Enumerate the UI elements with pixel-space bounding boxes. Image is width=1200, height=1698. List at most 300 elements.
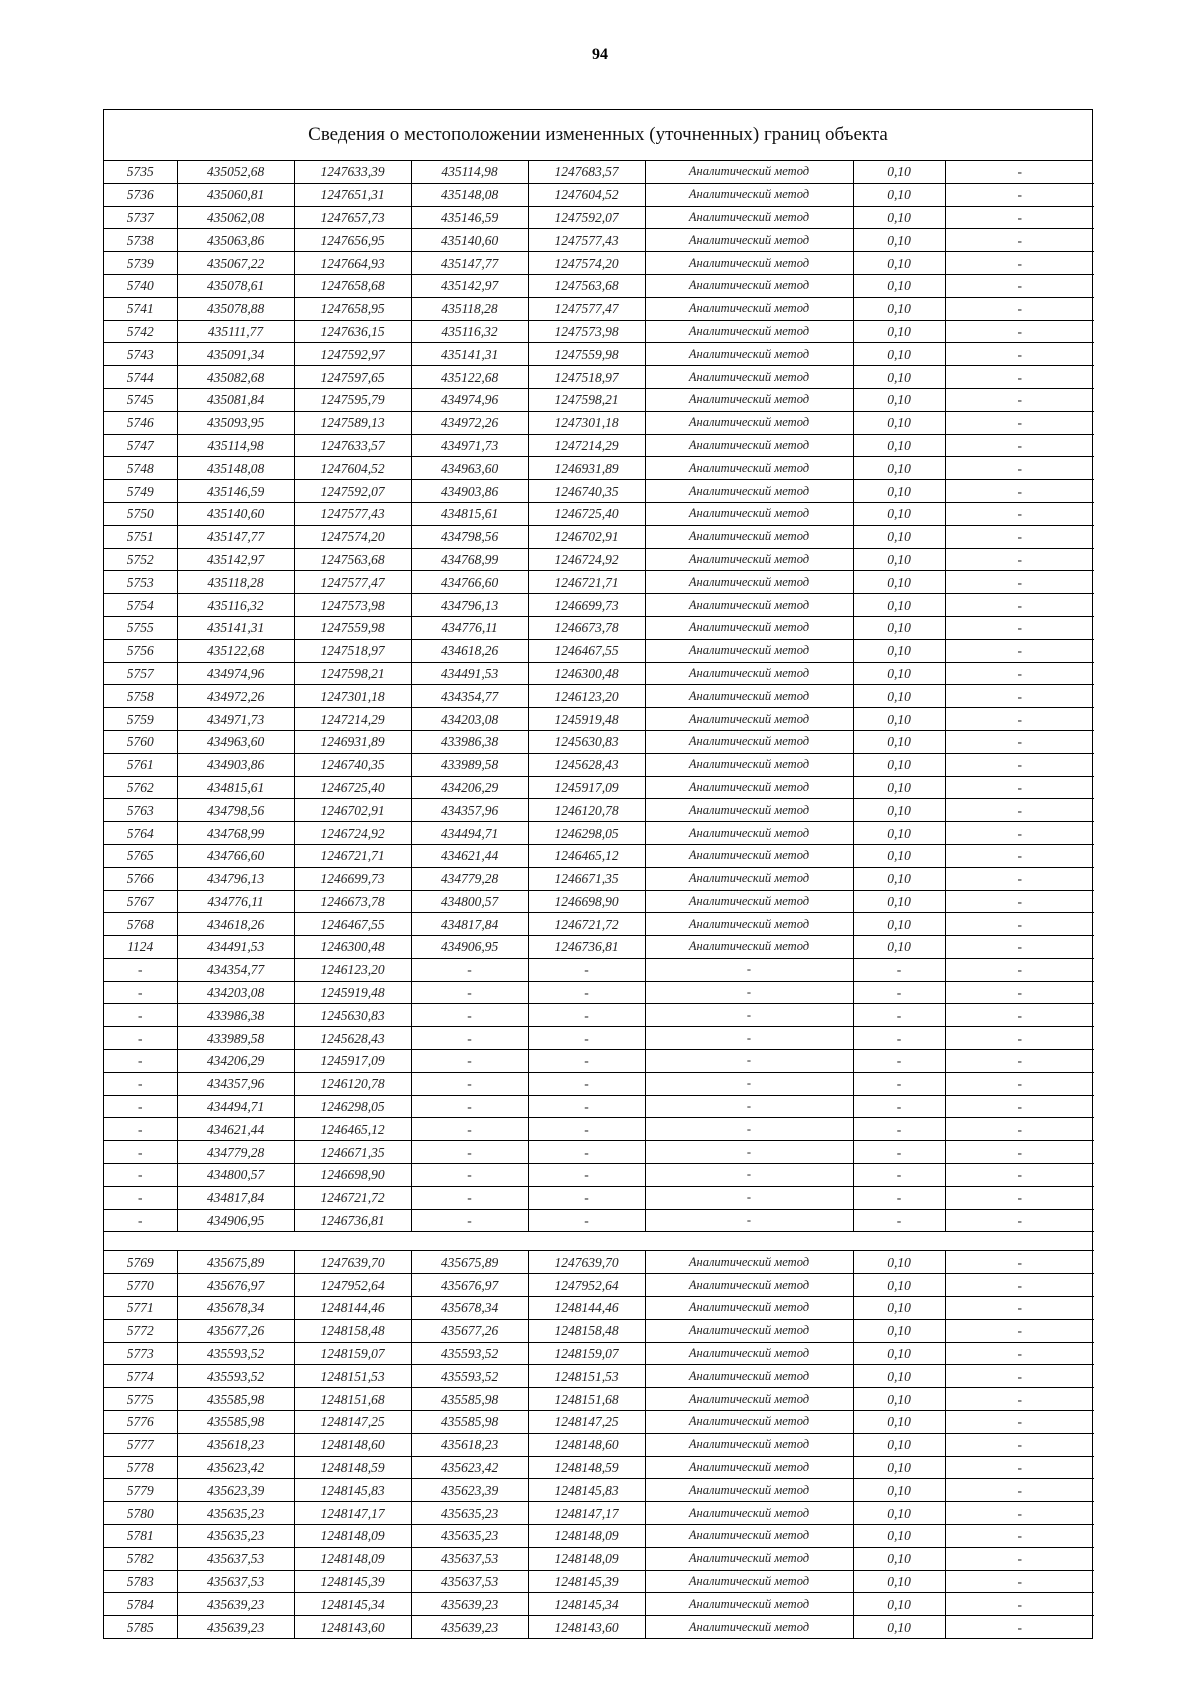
old-x-cell: 434779,28	[177, 1141, 294, 1164]
point-number-cell: 5763	[104, 799, 177, 822]
new-y-cell: 1248148,09	[528, 1525, 645, 1548]
accuracy-cell: 0,10	[853, 616, 945, 639]
new-x-cell: 434971,73	[411, 434, 528, 457]
old-x-cell: 434963,60	[177, 730, 294, 753]
new-y-cell: 1248158,48	[528, 1319, 645, 1342]
new-x-cell: 435118,28	[411, 297, 528, 320]
accuracy-cell: 0,10	[853, 1342, 945, 1365]
point-number-cell: 5773	[104, 1342, 177, 1365]
new-y-cell: 1248151,53	[528, 1365, 645, 1388]
method-cell: -	[645, 981, 853, 1004]
table-row	[104, 1411, 1094, 1434]
point-number-cell: 5749	[104, 480, 177, 503]
table-row	[104, 981, 1094, 1004]
new-x-cell: 435676,97	[411, 1274, 528, 1297]
description-cell: -	[945, 685, 1094, 708]
point-number-cell: 5761	[104, 753, 177, 776]
description-cell: -	[945, 252, 1094, 275]
old-x-cell: 435111,77	[177, 320, 294, 343]
new-x-cell: 435675,89	[411, 1251, 528, 1274]
point-number-cell: 5748	[104, 457, 177, 480]
old-y-cell: 1247658,68	[294, 274, 411, 297]
new-x-cell: -	[411, 1118, 528, 1141]
accuracy-cell: -	[853, 1141, 945, 1164]
table-row	[104, 913, 1094, 936]
old-x-cell: 435122,68	[177, 639, 294, 662]
old-y-cell: 1248145,83	[294, 1479, 411, 1502]
point-number-cell: 5776	[104, 1411, 177, 1434]
new-x-cell: 435147,77	[411, 252, 528, 275]
description-cell: -	[945, 1525, 1094, 1548]
description-cell: -	[945, 1274, 1094, 1297]
new-y-cell: 1246123,20	[528, 685, 645, 708]
table-row	[104, 1251, 1094, 1274]
old-y-cell: 1246931,89	[294, 730, 411, 753]
old-x-cell: 434796,13	[177, 867, 294, 890]
old-y-cell: 1247657,73	[294, 206, 411, 229]
new-x-cell: 433989,58	[411, 753, 528, 776]
table-row	[104, 936, 1094, 959]
table-row	[104, 1479, 1094, 1502]
method-cell: -	[645, 1164, 853, 1187]
new-x-cell: 434796,13	[411, 594, 528, 617]
description-cell: -	[945, 457, 1094, 480]
description-cell: -	[945, 936, 1094, 959]
new-x-cell: 435637,53	[411, 1570, 528, 1593]
description-cell: -	[945, 1365, 1094, 1388]
table-body	[104, 161, 1094, 1638]
table-row	[104, 708, 1094, 731]
new-y-cell: 1246736,81	[528, 936, 645, 959]
method-cell: Аналитический метод	[645, 548, 853, 571]
new-y-cell: 1246673,78	[528, 616, 645, 639]
new-y-cell: -	[528, 1004, 645, 1027]
accuracy-cell: -	[853, 1164, 945, 1187]
method-cell: Аналитический метод	[645, 366, 853, 389]
description-cell: -	[945, 525, 1094, 548]
old-y-cell: 1247664,93	[294, 252, 411, 275]
point-number-cell: 5779	[104, 1479, 177, 1502]
new-y-cell: 1248147,25	[528, 1411, 645, 1434]
new-y-cell: 1248144,46	[528, 1297, 645, 1320]
old-x-cell: 435635,23	[177, 1525, 294, 1548]
old-y-cell: 1248148,60	[294, 1433, 411, 1456]
old-x-cell: 435585,98	[177, 1411, 294, 1434]
new-y-cell: 1246702,91	[528, 525, 645, 548]
method-cell: Аналитический метод	[645, 1388, 853, 1411]
old-y-cell: 1246120,78	[294, 1072, 411, 1095]
new-y-cell: 1246467,55	[528, 639, 645, 662]
method-cell: Аналитический метод	[645, 890, 853, 913]
old-x-cell: 435052,68	[177, 161, 294, 183]
method-cell: -	[645, 1095, 853, 1118]
accuracy-cell: 0,10	[853, 708, 945, 731]
accuracy-cell: 0,10	[853, 1616, 945, 1638]
description-cell: -	[945, 161, 1094, 183]
point-number-cell: -	[104, 1072, 177, 1095]
old-y-cell: 1247589,13	[294, 411, 411, 434]
method-cell: Аналитический метод	[645, 343, 853, 366]
point-number-cell: 5784	[104, 1593, 177, 1616]
point-number-cell: 5744	[104, 366, 177, 389]
point-number-cell: -	[104, 1164, 177, 1187]
table-row	[104, 867, 1094, 890]
old-x-cell: 435140,60	[177, 502, 294, 525]
accuracy-cell: -	[853, 958, 945, 981]
new-y-cell: -	[528, 1164, 645, 1187]
accuracy-cell: 0,10	[853, 890, 945, 913]
table-row	[104, 1365, 1094, 1388]
new-y-cell: 1247604,52	[528, 183, 645, 206]
table-row	[104, 1570, 1094, 1593]
method-cell: Аналитический метод	[645, 1342, 853, 1365]
method-cell: -	[645, 1209, 853, 1232]
accuracy-cell: 0,10	[853, 1456, 945, 1479]
description-cell: -	[945, 1479, 1094, 1502]
new-y-cell: 1247577,47	[528, 297, 645, 320]
old-x-cell: 435676,97	[177, 1274, 294, 1297]
table-row	[104, 1095, 1094, 1118]
new-y-cell: -	[528, 1095, 645, 1118]
method-cell: Аналитический метод	[645, 936, 853, 959]
old-y-cell: 1248147,17	[294, 1502, 411, 1525]
method-cell: -	[645, 1027, 853, 1050]
new-y-cell: 1248148,59	[528, 1456, 645, 1479]
accuracy-cell: 0,10	[853, 297, 945, 320]
old-x-cell: 435593,52	[177, 1365, 294, 1388]
table-row	[104, 1388, 1094, 1411]
table-row	[104, 1141, 1094, 1164]
new-y-cell: 1246298,05	[528, 822, 645, 845]
table-row	[104, 1525, 1094, 1548]
old-y-cell: 1247592,07	[294, 480, 411, 503]
old-x-cell: 434621,44	[177, 1118, 294, 1141]
new-x-cell: 435618,23	[411, 1433, 528, 1456]
accuracy-cell: 0,10	[853, 730, 945, 753]
accuracy-cell: -	[853, 1209, 945, 1232]
table-row	[104, 1209, 1094, 1232]
accuracy-cell: 0,10	[853, 594, 945, 617]
new-x-cell: 434768,99	[411, 548, 528, 571]
old-x-cell: 434971,73	[177, 708, 294, 731]
table-row	[104, 776, 1094, 799]
new-y-cell: 1246300,48	[528, 662, 645, 685]
new-x-cell: 435116,32	[411, 320, 528, 343]
accuracy-cell: 0,10	[853, 457, 945, 480]
old-x-cell: 434491,53	[177, 936, 294, 959]
description-cell: -	[945, 1027, 1094, 1050]
table-row	[104, 822, 1094, 845]
method-cell: -	[645, 1050, 853, 1073]
point-number-cell: 5778	[104, 1456, 177, 1479]
old-y-cell: 1248159,07	[294, 1342, 411, 1365]
new-y-cell: 1246721,71	[528, 571, 645, 594]
point-number-cell: 5759	[104, 708, 177, 731]
method-cell: Аналитический метод	[645, 183, 853, 206]
new-y-cell: -	[528, 1072, 645, 1095]
table-row	[104, 206, 1094, 229]
description-cell: -	[945, 366, 1094, 389]
point-number-cell: 5785	[104, 1616, 177, 1638]
old-y-cell: 1248145,34	[294, 1593, 411, 1616]
accuracy-cell: 0,10	[853, 1274, 945, 1297]
accuracy-cell: 0,10	[853, 822, 945, 845]
accuracy-cell: 0,10	[853, 480, 945, 503]
new-y-cell: 1248143,60	[528, 1616, 645, 1638]
new-y-cell: 1245628,43	[528, 753, 645, 776]
old-x-cell: 435142,97	[177, 548, 294, 571]
new-x-cell: 435639,23	[411, 1593, 528, 1616]
table-row	[104, 890, 1094, 913]
new-x-cell: 434906,95	[411, 936, 528, 959]
accuracy-cell: 0,10	[853, 525, 945, 548]
accuracy-cell: 0,10	[853, 1319, 945, 1342]
new-y-cell: 1247559,98	[528, 343, 645, 366]
table-row	[104, 1593, 1094, 1616]
point-number-cell: 5736	[104, 183, 177, 206]
new-x-cell: 434354,77	[411, 685, 528, 708]
accuracy-cell: 0,10	[853, 1365, 945, 1388]
accuracy-cell: 0,10	[853, 1297, 945, 1320]
accuracy-cell: 0,10	[853, 776, 945, 799]
point-number-cell: 5742	[104, 320, 177, 343]
old-y-cell: 1246725,40	[294, 776, 411, 799]
table-row	[104, 548, 1094, 571]
description-cell: -	[945, 913, 1094, 936]
description-cell: -	[945, 981, 1094, 1004]
old-y-cell: 1247656,95	[294, 229, 411, 252]
description-cell: -	[945, 571, 1094, 594]
table-row	[104, 1547, 1094, 1570]
old-y-cell: 1246736,81	[294, 1209, 411, 1232]
point-number-cell: -	[104, 981, 177, 1004]
new-x-cell: 434817,84	[411, 913, 528, 936]
method-cell: Аналитический метод	[645, 1570, 853, 1593]
point-number-cell: 5758	[104, 685, 177, 708]
description-cell: -	[945, 958, 1094, 981]
accuracy-cell: 0,10	[853, 502, 945, 525]
old-x-cell: 434357,96	[177, 1072, 294, 1095]
old-y-cell: 1246465,12	[294, 1118, 411, 1141]
new-y-cell: 1247518,97	[528, 366, 645, 389]
old-y-cell: 1246740,35	[294, 753, 411, 776]
new-x-cell: 435639,23	[411, 1616, 528, 1638]
table-row	[104, 343, 1094, 366]
new-x-cell: -	[411, 1027, 528, 1050]
accuracy-cell: 0,10	[853, 913, 945, 936]
old-y-cell: 1247952,64	[294, 1274, 411, 1297]
old-x-cell: 435147,77	[177, 525, 294, 548]
new-y-cell: 1246931,89	[528, 457, 645, 480]
new-x-cell: 434766,60	[411, 571, 528, 594]
method-cell: Аналитический метод	[645, 1525, 853, 1548]
old-y-cell: 1246673,78	[294, 890, 411, 913]
new-y-cell: 1246120,78	[528, 799, 645, 822]
table-row	[104, 411, 1094, 434]
point-number-cell: 5735	[104, 161, 177, 183]
method-cell: -	[645, 1072, 853, 1095]
accuracy-cell: -	[853, 1027, 945, 1050]
new-y-cell: 1247598,21	[528, 388, 645, 411]
table-row	[104, 274, 1094, 297]
new-y-cell: 1247639,70	[528, 1251, 645, 1274]
point-number-cell: 5739	[104, 252, 177, 275]
method-cell: Аналитический метод	[645, 1319, 853, 1342]
method-cell: Аналитический метод	[645, 639, 853, 662]
new-y-cell: 1248159,07	[528, 1342, 645, 1365]
accuracy-cell: 0,10	[853, 799, 945, 822]
method-cell: Аналитический метод	[645, 1502, 853, 1525]
table-row	[104, 1502, 1094, 1525]
section-separator-row	[104, 1232, 1094, 1251]
accuracy-cell: -	[853, 981, 945, 1004]
old-x-cell: 433989,58	[177, 1027, 294, 1050]
old-x-cell: 435585,98	[177, 1388, 294, 1411]
new-x-cell: 435148,08	[411, 183, 528, 206]
method-cell: Аналитический метод	[645, 252, 853, 275]
old-y-cell: 1247604,52	[294, 457, 411, 480]
description-cell: -	[945, 1411, 1094, 1434]
new-x-cell: 435146,59	[411, 206, 528, 229]
table-row	[104, 1274, 1094, 1297]
table-row	[104, 434, 1094, 457]
old-y-cell: 1245919,48	[294, 981, 411, 1004]
old-x-cell: 434903,86	[177, 753, 294, 776]
old-x-cell: 434798,56	[177, 799, 294, 822]
old-y-cell: 1247636,15	[294, 320, 411, 343]
old-x-cell: 435593,52	[177, 1342, 294, 1365]
description-cell: -	[945, 1186, 1094, 1209]
new-x-cell: 434621,44	[411, 844, 528, 867]
new-y-cell: -	[528, 1027, 645, 1050]
old-y-cell: 1247597,65	[294, 366, 411, 389]
method-cell: Аналитический метод	[645, 822, 853, 845]
new-x-cell: 435623,39	[411, 1479, 528, 1502]
accuracy-cell: 0,10	[853, 1251, 945, 1274]
description-cell: -	[945, 297, 1094, 320]
table-row	[104, 685, 1094, 708]
new-y-cell: 1247592,07	[528, 206, 645, 229]
new-x-cell: 435585,98	[411, 1388, 528, 1411]
point-number-cell: 5765	[104, 844, 177, 867]
new-y-cell: 1247563,68	[528, 274, 645, 297]
new-x-cell: 434203,08	[411, 708, 528, 731]
new-x-cell: -	[411, 1186, 528, 1209]
method-cell: Аналитический метод	[645, 1479, 853, 1502]
old-x-cell: 435637,53	[177, 1570, 294, 1593]
description-cell: -	[945, 1251, 1094, 1274]
table-row	[104, 502, 1094, 525]
point-number-cell: -	[104, 1050, 177, 1073]
method-cell: Аналитический метод	[645, 434, 853, 457]
new-y-cell: 1248148,60	[528, 1433, 645, 1456]
point-number-cell: 5764	[104, 822, 177, 845]
table-row	[104, 1319, 1094, 1342]
description-cell: -	[945, 1433, 1094, 1456]
old-x-cell: 434203,08	[177, 981, 294, 1004]
old-y-cell: 1247301,18	[294, 685, 411, 708]
description-cell: -	[945, 1297, 1094, 1320]
old-x-cell: 435118,28	[177, 571, 294, 594]
accuracy-cell: 0,10	[853, 411, 945, 434]
boundary-table	[103, 109, 1093, 1639]
accuracy-cell: -	[853, 1050, 945, 1073]
old-y-cell: 1246698,90	[294, 1164, 411, 1187]
new-y-cell: -	[528, 1118, 645, 1141]
point-number-cell: 5751	[104, 525, 177, 548]
accuracy-cell: 0,10	[853, 366, 945, 389]
method-cell: Аналитический метод	[645, 206, 853, 229]
page-number: 94	[592, 46, 608, 63]
new-y-cell: 1247573,98	[528, 320, 645, 343]
new-x-cell: 435593,52	[411, 1342, 528, 1365]
method-cell: Аналитический метод	[645, 1456, 853, 1479]
accuracy-cell: 0,10	[853, 183, 945, 206]
point-number-cell: -	[104, 1141, 177, 1164]
new-x-cell: -	[411, 1004, 528, 1027]
accuracy-cell: -	[853, 1095, 945, 1118]
accuracy-cell: 0,10	[853, 1479, 945, 1502]
description-cell: -	[945, 1141, 1094, 1164]
description-cell: -	[945, 867, 1094, 890]
new-x-cell: -	[411, 1141, 528, 1164]
method-cell: Аналитический метод	[645, 1547, 853, 1570]
new-x-cell: 434779,28	[411, 867, 528, 890]
table-row	[104, 844, 1094, 867]
point-number-cell: 1124	[104, 936, 177, 959]
method-cell: Аналитический метод	[645, 867, 853, 890]
coordinates-table	[104, 161, 1094, 1638]
old-x-cell: 434354,77	[177, 958, 294, 981]
method-cell: Аналитический метод	[645, 320, 853, 343]
description-cell: -	[945, 229, 1094, 252]
old-y-cell: 1248145,39	[294, 1570, 411, 1593]
method-cell: -	[645, 1118, 853, 1141]
table-row	[104, 1433, 1094, 1456]
old-y-cell: 1246467,55	[294, 913, 411, 936]
point-number-cell: 5737	[104, 206, 177, 229]
description-cell: -	[945, 1209, 1094, 1232]
accuracy-cell: 0,10	[853, 662, 945, 685]
new-y-cell: 1246740,35	[528, 480, 645, 503]
description-cell: -	[945, 320, 1094, 343]
old-x-cell: 434776,11	[177, 890, 294, 913]
description-cell: -	[945, 1164, 1094, 1187]
description-cell: -	[945, 1050, 1094, 1073]
description-cell: -	[945, 502, 1094, 525]
table-row	[104, 229, 1094, 252]
table-row	[104, 799, 1094, 822]
new-x-cell: -	[411, 1095, 528, 1118]
point-number-cell: 5757	[104, 662, 177, 685]
new-x-cell: 434798,56	[411, 525, 528, 548]
point-number-cell: 5775	[104, 1388, 177, 1411]
point-number-cell: 5740	[104, 274, 177, 297]
point-number-cell: -	[104, 1186, 177, 1209]
new-y-cell: 1247683,57	[528, 161, 645, 183]
point-number-cell: 5741	[104, 297, 177, 320]
old-y-cell: 1247651,31	[294, 183, 411, 206]
table-title: Сведения о местоположении измененных (уточненных) границ объекта	[104, 110, 1092, 161]
old-x-cell: 435078,61	[177, 274, 294, 297]
accuracy-cell: 0,10	[853, 252, 945, 275]
new-x-cell: 434776,11	[411, 616, 528, 639]
accuracy-cell: 0,10	[853, 434, 945, 457]
accuracy-cell: 0,10	[853, 639, 945, 662]
accuracy-cell: 0,10	[853, 1433, 945, 1456]
table-row	[104, 1297, 1094, 1320]
new-x-cell: -	[411, 1072, 528, 1095]
